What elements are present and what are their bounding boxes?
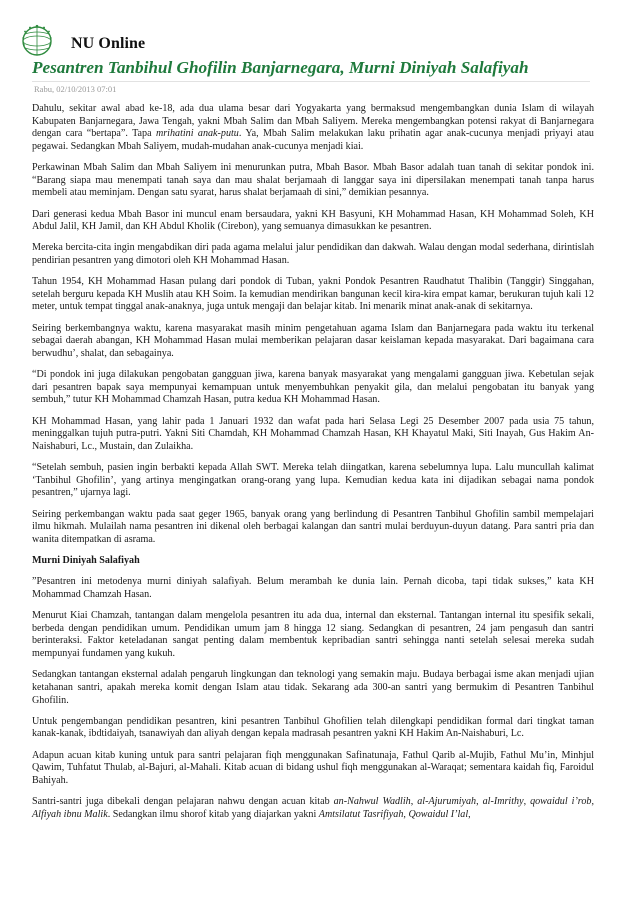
paragraph-text: , (591, 796, 594, 808)
paragraph-text: Dari generasi kedua Mbah Basor ini muncul enam bersaudara, yakni KH Basyuni, KH Mohammad Hasan, KH Mohammad Soleh, KH Abdul Jalil, KH Jamil, dan KH Abdul Kholik (Cirebon), yang semuanya dimasukkan ke pesantren. (32, 208, 594, 233)
italic-text: al-Ajurumiyah (417, 796, 477, 808)
paragraph (32, 509, 594, 547)
paragraph-text: “Di pondok ini juga dilakukan pengobatan gangguan jiwa, karena banyak masyarakat yang mengalami gangguan jiwa. Kebetulan sejak dari pesantren bapak saya mempunyai kemampuan untuk menyembuhkan penyakit gila, dan melalui pengobatan itu banyak yang sembuh,” tutur KH Mohammad Chamzah Hasan, putra kedua KH Mohammad Hasan. (32, 369, 594, 406)
nu-logo-icon (20, 24, 54, 58)
paragraph-text: , (468, 808, 471, 820)
paragraph-text: Seiring berkembangnya waktu, karena masyarakat masih minim pengetahuan agama Islam dan Banjarnegara pada waktu itu terkenal sebagai daerah abangan, KH Mohammad Hasan mulai memberikan pelajaran dasar keislaman kepada masyarakat. Dari bagaimana cara berwudhu’, shalat, dan sebagainya. (32, 322, 594, 359)
paragraph (32, 103, 594, 153)
paragraph-text: Murni Diniyah Salafiyah (32, 555, 140, 567)
section-heading (32, 555, 594, 568)
paragraph (32, 209, 594, 234)
paragraph (32, 750, 594, 788)
paragraph-text: “Setelah sembuh, pasien ingin berbakti kepada Allah SWT. Mereka telah diingatkan, karena sebelumnya lupa. Lalu muncullah kalimat ‘Tanbihul Ghofilin’, yang artinya mengingatkan orang-orang yang lupa. Kemudian kedua kata ini dijadikan sebagai nama pondok pesantren,” ujarnya lagi. (32, 462, 594, 499)
italic-text: Amtsilatut Tasrifiyah (318, 808, 404, 820)
article-date: Rabu, 02/10/2013 07:01 (34, 84, 117, 94)
paragraph-text: , (523, 796, 531, 808)
paragraph (32, 162, 594, 200)
paragraph-text: Perkawinan Mbah Salim dan Mbah Saliyem ini menurunkan putra, Mbah Basor. Mbah Basor adalah tuan tanah di sekitar pondok ini. “Barang siapa mau menempati tanah saya dan mau shalat berjamaah di langgar saya ini dipersilakan menempati tanah tanpa harus membeli atau meminjam. Dengan satu syarat, harus shalat berjamaah di sini,” demikian pesannya. (32, 162, 594, 199)
italic-text: an-Nahwul Wadlih (333, 796, 411, 808)
italic-text: Alfiyah ibnu Malik (32, 808, 108, 820)
paragraph-text: . Sedangkan ilmu shorof kitab yang diajarkan yakni (107, 808, 319, 820)
paragraph (32, 276, 594, 314)
paragraph-text: , (410, 796, 418, 808)
paragraph-text: . Ya, Mbah Salim melakukan laku prihatin agar anak-cucunya menjadi priyayi atau pegawai. Sedangkan Mbah Saliyem, mudah-mudahan anak-cucunya menjadi kiai. (32, 128, 594, 152)
paragraph (32, 416, 594, 454)
italic-text: qowaidul i’rob (530, 796, 592, 808)
site-name: NU Online (71, 35, 146, 52)
paragraph (32, 576, 594, 601)
italic-text: mrihatini anak-putu (155, 128, 239, 140)
paragraph-text: Mereka bercita-cita ingin mengabdikan diri pada agama melalui jalur pendidikan dan dakwah. Walau dengan modal sederhana, dirintislah pendirian pesantren yang dimotori oleh KH Mohammad Hasan. (32, 242, 594, 266)
paragraph-text: Dahulu, sekitar awal abad ke-18, ada dua ulama besar dari Yogyakarta yang bermaksud mengembangkan dunia Islam di wilayah Kabupaten Banjarnegara, Jawa Tengah, yakni Mbah Salim dan Mbah Saliyem. Mereka mengembangkan potensi rakyat di Banjarnegara dengan cara “bertapa”. Tapa (32, 103, 594, 140)
paragraph (32, 462, 594, 500)
paragraph (32, 369, 594, 407)
article-body (32, 103, 594, 830)
article-title: Pesantren Tanbihul Ghofilin Banjarnegara, Murni Diniyah Salafiyah (32, 58, 529, 77)
paragraph (32, 323, 594, 361)
paragraph (32, 716, 594, 741)
paragraph (32, 242, 594, 267)
paragraph (32, 796, 594, 821)
paragraph-text: Seiring perkembangan waktu pada saat geger 1965, banyak orang yang berlindung di Pesantren Tanbihul Ghofilin sambil mempelajari ilmu hikmah. Mulailah nama pesantren ini dikenal oleh berbagai kalangan dan santri mulai berduyun-duyun datang. Para santri pria dan wanita ditempatkan di asrama. (32, 508, 594, 545)
paragraph-text: Tahun 1954, KH Mohammad Hasan pulang dari pondok di Tuban, yakni Pondok Pesantren Raudhatut Thalibin (Tanggir) Singgahan, setelah berguru kepada KH Muslih atau KH Soim. Ia kemudian mendirikan bangunan kecil kira-kira empat kamar, berukuran tujuh kali 12 meter, untuk tempat tinggal anak-anaknya, juga untuk mengaji dan belajar kitab. Ini menarik minat anak-anak di sekitarnya. (32, 276, 594, 313)
paragraph-text: Adapun acuan kitab kuning untuk para santri pelajaran fiqh menggunakan Safinatunaja, Fathul Qarib al-Mujib, Fathul Mu’in, Minhjul Qawim, Tuhfatut Thulab, al-Bajuri, al-Mahali. Kitab acuan di bidang ushul fiqh menggunakan al-Waraqat; sementara kaidah fiq, Faroidul Bahiyah. (32, 749, 594, 786)
paragraph-text: Untuk pengembangan pendidikan pesantren, kini pesantren Tanbihul Ghofilien telah dilengkapi pendidikan formal dari tingkat taman kanak-kanak, ibdtidaiyah, tsanawiyah dan aliyah dengan kepala madrasah pesantren yakni KH Hakim An-Naishaburi, Lc. (32, 715, 594, 740)
title-divider (32, 81, 590, 82)
paragraph (32, 669, 594, 707)
paragraph-text: , (476, 796, 483, 808)
italic-text: Qowaidul I’lal (408, 808, 469, 820)
paragraph-text: , (403, 808, 409, 820)
paragraph-text: KH Mohammad Hasan, yang lahir pada 1 Januari 1932 dan wafat pada hari Selasa Legi 25 Desember 2007 pada usia 75 tahun, meninggalkan tujuh putra-putri. Yakni Siti Chamdah, KH Mohammad Chamzah Hasan, KH Khayatul Maki, Siti Inayah, Gus Hakim An-Naishaburi, Lc., Mustain, dan Zulaikha. (32, 415, 594, 452)
paragraph (32, 610, 594, 660)
paragraph-text: ”Pesantren ini metodenya murni diniyah salafiyah. Belum merambah ke dunia lain. Pernah dicoba, tapi tidak sukses,” kata KH Mohammad Chamzah Hasan. (32, 576, 594, 600)
paragraph-text: Santri-santri juga dibekali dengan pelajaran nahwu dengan acuan kitab (32, 796, 334, 808)
paragraph-text: Menurut Kiai Chamzah, tantangan dalam mengelola pesantren itu ada dua, internal dan eksternal. Tantangan internal itu spesifik sekali, berbeda dengan pendidikan umum. Pendidikan umum jam 8 hingga 12 siang. Sedangkan di pesantren, 24 jam pengasuh dan santri berinteraksi. Faktor keteladanan sangat penting dalam membentuk kepribadian santri sehingga nanti setelah selesai mereka sudah mempunyai fundamen yang kukuh. (32, 610, 594, 660)
italic-text: al-Imrithy (482, 796, 524, 808)
paragraph-text: Sedangkan tantangan eksternal adalah pengaruh lingkungan dan teknologi yang semakin maju. Budaya berbagai isme akan menjadi ujian ketahanan santri, apakah mereka komit dengan Islam atau tidak. Sekarang ada 300-an santri yang bermukim di Pesantren Tanbihul Ghofilin. (32, 669, 594, 706)
